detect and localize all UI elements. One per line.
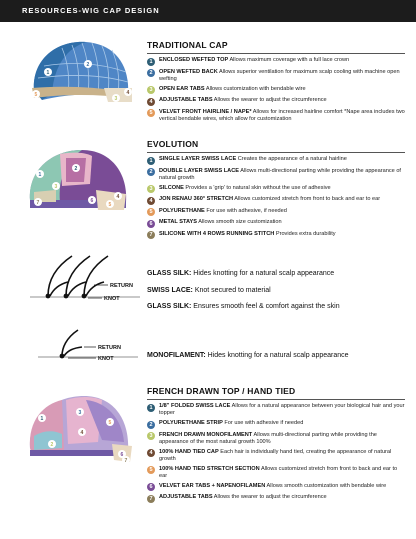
number-badge: 2 [147,168,155,176]
svg-text:4: 4 [116,194,120,200]
return-label: RETURN [98,345,121,351]
feature-item [147,231,405,240]
feature-text [159,208,287,215]
section-divider [147,152,405,153]
feature-term: OPEN WEFTED BACK [159,68,218,75]
feature-text [159,86,306,93]
feature-term: 100% HAND TIED CAP [159,448,219,455]
number-badge: 5 [147,466,155,474]
traditional-section [147,40,405,123]
svg-text:3: 3 [54,184,58,190]
feature-description: Each hair is individually hand tied, creating the appearance of natural growth [159,448,392,462]
svg-text:7: 7 [36,200,40,206]
feature-text [159,185,331,192]
feature-description: For use with adhesive, if needed [204,207,287,214]
feature-term: POLYURETHANE [159,207,205,214]
monofilament-line: MONOFILAMENT: Hides knotting for a natural scalp appearance [147,352,349,359]
feature-description: Allows multi-directional parting while providing the appearance of natural growth [159,167,401,181]
french-title: FRENCH DRAWN TOP / HAND TIED [147,386,296,396]
feature-term: SILICONE WITH 4 ROWS RUNNING STITCH [159,230,275,237]
number-badge: 3 [147,86,155,94]
feature-term: ADJUSTABLE TABS [159,494,213,500]
feature-description: Allows maximum coverage with a full lace crown [228,57,350,63]
number-badge: 6 [147,483,155,491]
svg-text:1: 1 [46,70,50,76]
feature-text [159,494,327,501]
french-feature-list [147,403,405,503]
number-badge: 7 [147,231,155,239]
evolution-section [147,139,405,239]
number-badge: 2 [147,69,155,77]
feature-term: DOUBLE LAYER SWISS LACE [159,167,239,174]
feature-term: ADJUSTABLE TABS [159,97,213,103]
glass-silk-line-1: GLASS SILK: Hides knotting for a natural scalp appearance [147,270,335,277]
swiss-lace-line: SWISS LACE: Knot secured to material [147,287,271,294]
number-badge: 4 [147,197,155,205]
number-badge: 7 [147,495,155,503]
svg-text:1: 1 [38,172,42,178]
feature-description: Allows customization with bendable wire [204,85,306,92]
number-badge: 4 [147,449,155,457]
svg-text:2: 2 [74,166,78,172]
feature-description: Allows customized stretch from front to back and ear to ear [233,196,381,202]
feature-item [147,196,405,205]
feature-item [147,208,405,217]
feature-text [159,57,349,64]
feature-text [159,466,405,480]
feature-term: 1/8" FOLDED SWISS LACE [159,403,231,409]
feature-description: Allows superior ventilation for maximum scalp cooling with machine open wefting [159,68,400,82]
svg-text:3: 3 [114,96,118,102]
number-badge: 1 [147,58,155,66]
monofilament-knot-illustration [38,328,138,368]
feature-text [159,168,405,182]
traditional-feature-list [147,57,405,123]
svg-text:5: 5 [108,420,112,426]
feature-item [147,494,405,503]
glass-silk-line-2: GLASS SILK: Ensures smooth feel & comfort against the skin [147,303,340,310]
feature-item [147,449,405,463]
number-badge: 5 [147,208,155,216]
feature-term: 100% HAND TIED STRETCH SECTION [159,465,260,472]
feature-item [147,432,405,446]
svg-text:6: 6 [90,198,94,204]
feature-term: VELVET FRONT HAIRLINE / NAPE* [159,108,252,115]
feature-description: Allows for a natural appearance between your biological hair and your topper [159,403,405,416]
feature-item [147,403,405,417]
svg-text:1: 1 [40,416,44,422]
french-section [147,386,405,503]
number-badge: 5 [147,109,155,117]
glass-silk-knot-illustration [30,252,140,312]
svg-text:2: 2 [50,442,54,448]
evolution-title: EVOLUTION [147,139,199,149]
feature-term: FRENCH DRAWN MONOFILAMENT [159,431,253,438]
feature-description: Allows smooth customization with bendable wire [265,482,387,489]
feature-text [159,69,405,83]
feature-term: SILCONE [159,184,184,191]
feature-text [159,196,380,203]
feature-item [147,168,405,182]
svg-text:4: 4 [80,430,84,436]
feature-description: For use with adhesive if needed [222,420,304,426]
feature-term: POLYURETHANE STRIP [159,420,223,426]
feature-description: Provides extra durability [274,230,336,237]
feature-text [159,483,386,490]
feature-term: SINGLE LAYER SWISS LACE [159,156,237,162]
svg-text:5: 5 [34,92,38,98]
feature-item [147,69,405,83]
number-badge: 3 [147,185,155,193]
feature-item [147,156,405,165]
section-divider [147,399,405,400]
svg-text:6: 6 [120,452,124,458]
feature-text [159,156,347,163]
number-badge: 4 [147,98,155,106]
feature-text [159,420,303,427]
feature-description: Provides a 'grip' to natural skin without the use of adhesive [183,184,331,191]
traditional-title: TRADITIONAL CAP [147,40,228,50]
svg-text:3: 3 [78,410,82,416]
feature-text [159,97,327,104]
number-badge: 3 [147,432,155,440]
feature-term: METAL STAYS [159,219,198,225]
feature-item [147,219,405,228]
knot-label: KNOT [98,356,114,362]
feature-description: Allows smooth size customization [197,219,282,225]
feature-item [147,420,405,429]
feature-description: Allows customized stretch from front to back and ear to ear [159,465,398,479]
feature-item [147,86,405,95]
feature-item [147,185,405,194]
svg-text:2: 2 [86,62,90,68]
header-title: RESOURCES-WIG CAP DESIGN [22,6,160,15]
svg-text:7: 7 [124,458,128,464]
svg-text:4: 4 [126,90,130,96]
feature-item [147,483,405,492]
feature-item [147,109,405,123]
feature-term: ENCLOSED WEFTED TOP [159,57,229,63]
evolution-feature-list [147,156,405,239]
number-badge: 1 [147,157,155,165]
number-badge: 2 [147,421,155,429]
feature-description: Allows the wearer to adjust the circumference [212,97,327,103]
feature-item [147,97,405,106]
number-badge: 6 [147,220,155,228]
header-bar [0,0,416,22]
feature-description: Creates the appearance of a natural hairline [236,156,347,162]
feature-description: Allows the wearer to adjust the circumference [212,494,327,500]
knot-label: KNOT [104,296,120,302]
feature-item [147,57,405,66]
return-label: RETURN [110,283,133,289]
feature-text [159,449,405,463]
number-badge: 1 [147,404,155,412]
svg-text:5: 5 [108,202,112,208]
traditional-cap-illustration [28,36,136,108]
section-divider [147,53,405,54]
feature-text [159,403,405,417]
feature-text [159,432,405,446]
feature-text [159,219,282,226]
feature-description: Allows for increased hairline comfort *Nape area includes two vertical bendable wires, which allow for customization [159,108,405,122]
feature-term: VELVET EAR TABS + NAPENOFILAMEN [159,482,266,489]
feature-term: OPEN EAR TABS [159,85,205,92]
feature-item [147,466,405,480]
french-drawn-cap-illustration [26,390,136,466]
feature-text [159,231,336,238]
evolution-cap-illustration [26,144,130,218]
feature-text [159,109,405,123]
feature-description: Allows multi-directional parting while providing the appearance of the most natural growth 100% [159,431,377,445]
feature-term: JON RENAU 360° STRETCH [159,196,234,202]
